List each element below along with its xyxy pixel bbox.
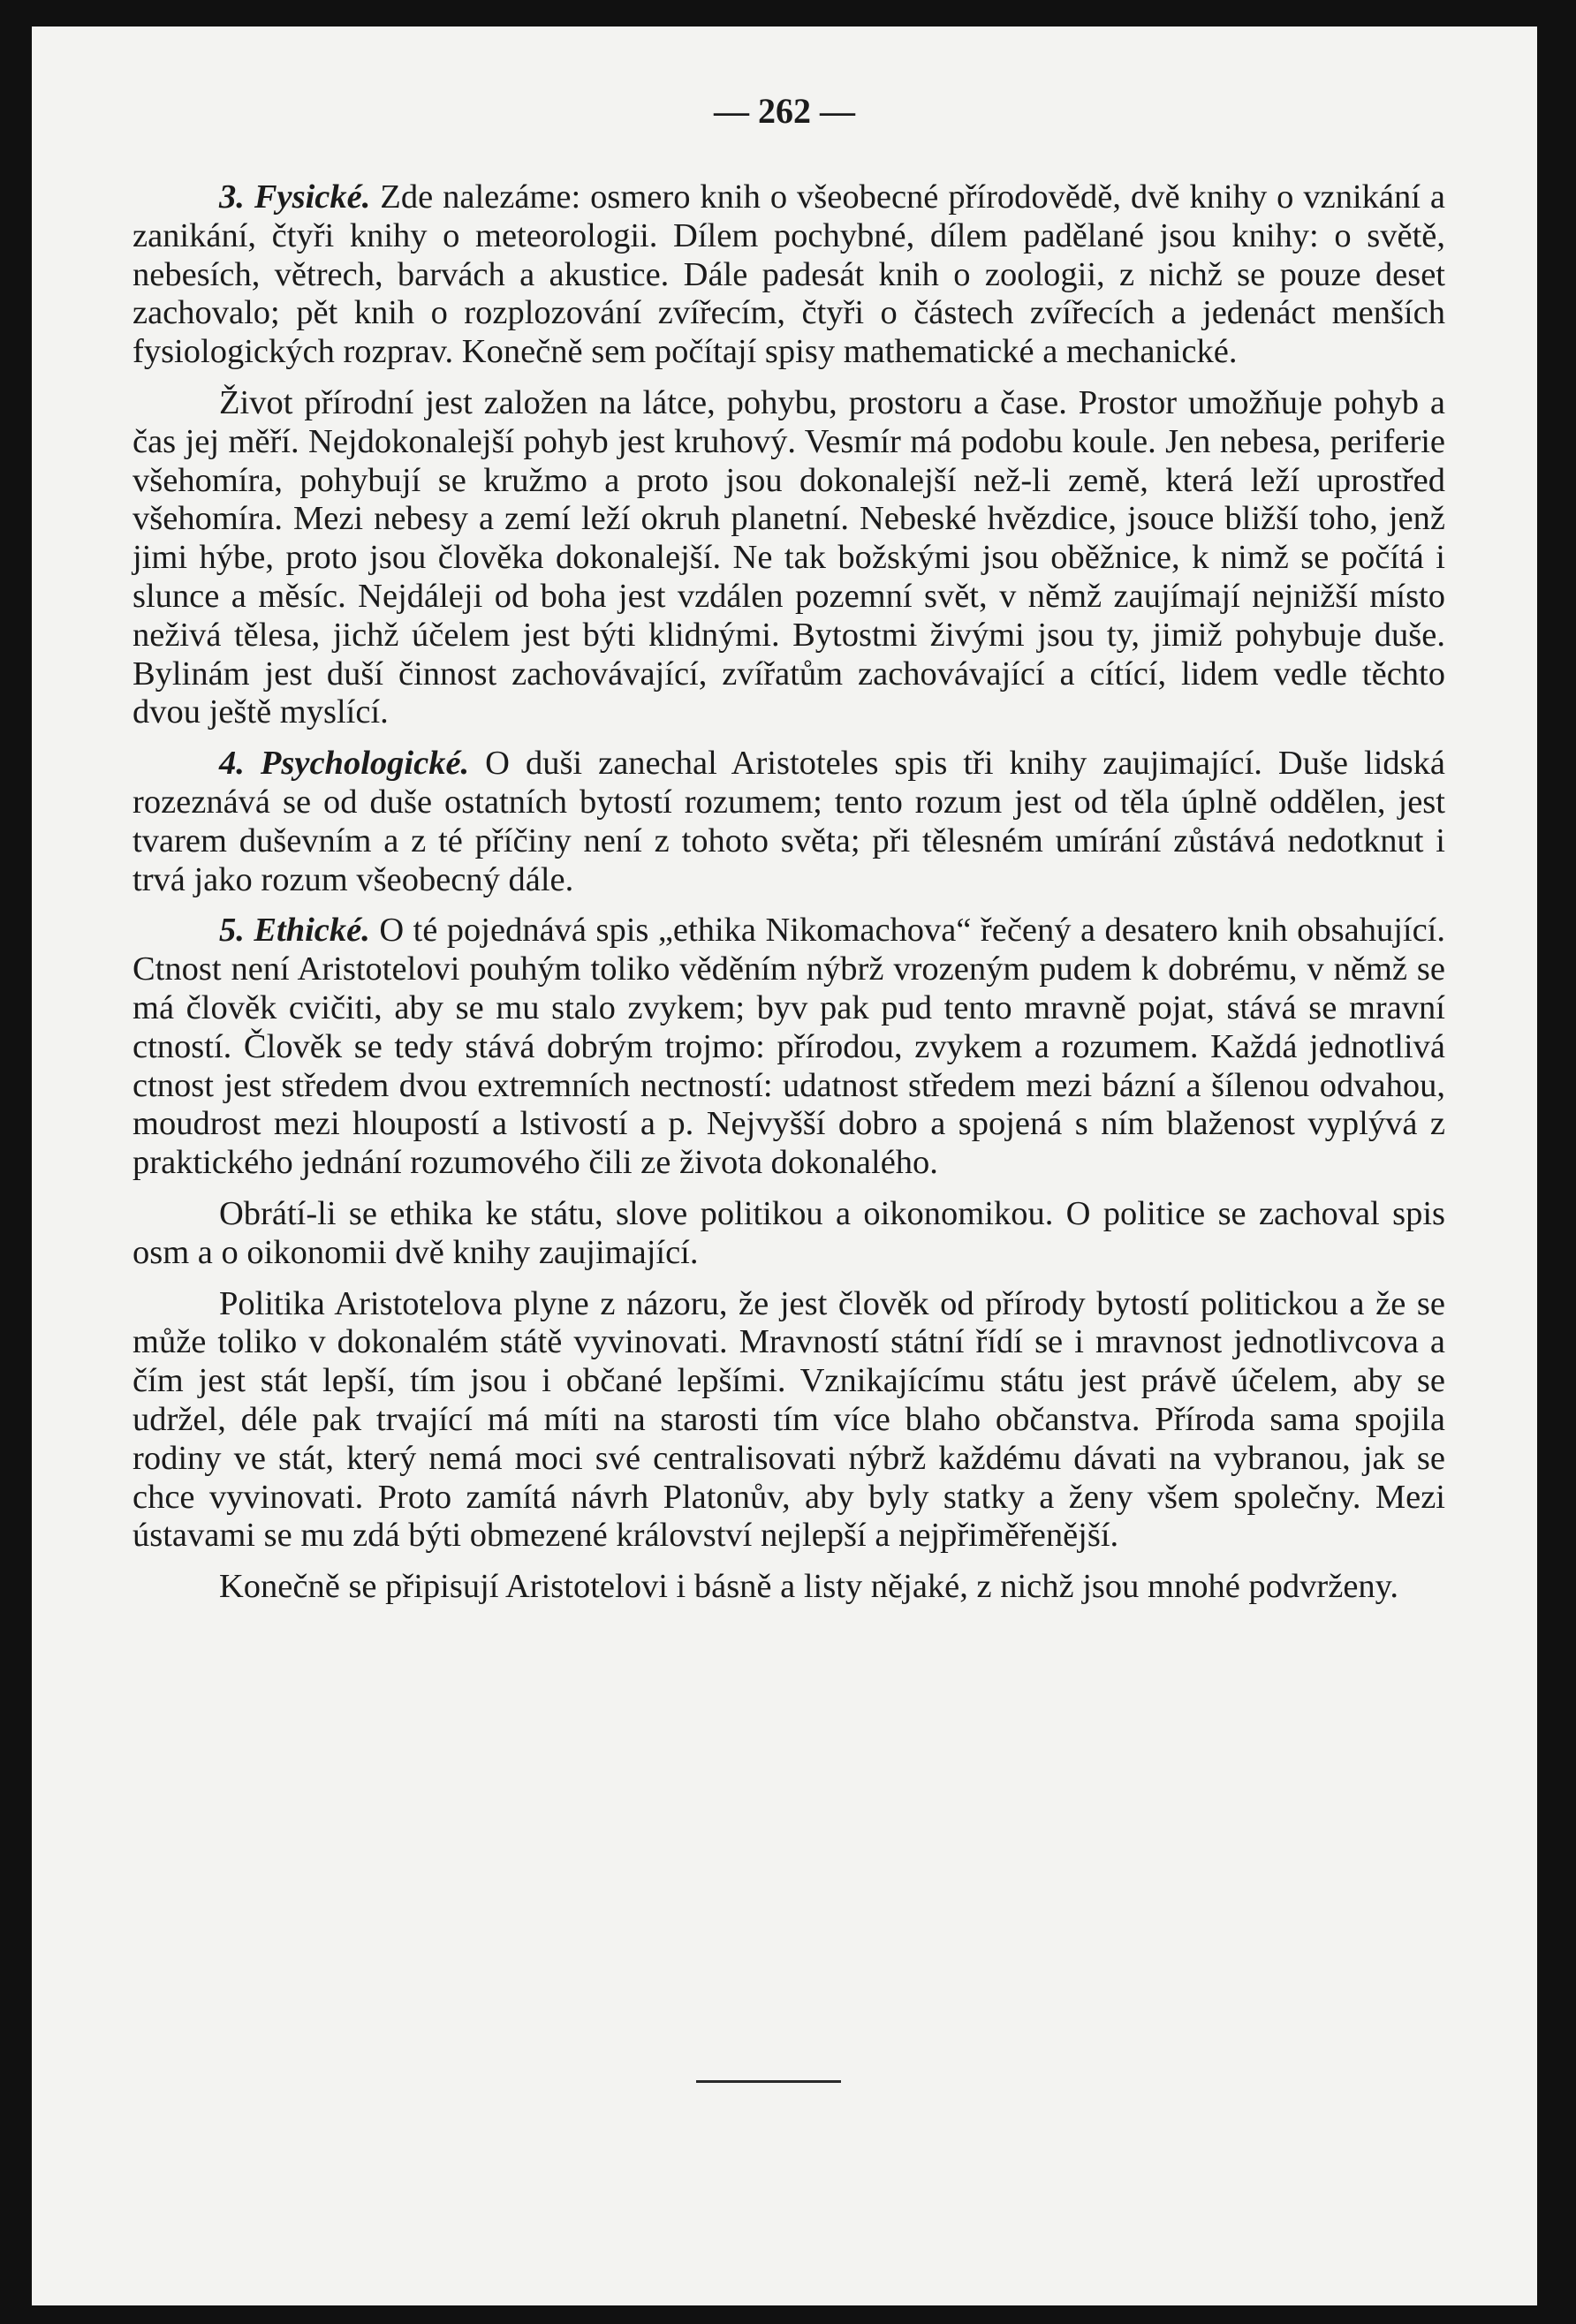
paragraph-text: Zde nalezáme: osmero knih o všeobecné přírodovědě, dvě knihy o vznikání a zanikání, čtyři knihy o meteorologii. Dílem pochybné, dílem padělané jsou knihy: o světě, nebesích, větrech, barvách a akustice. Dále padesát knih o zoologii, z nichž se pouze deset zachovalo; pět knih o rozplozování zvířecím, čtyři o částech zvířecích a jedenáct menších fysiologických rozprav. Konečně sem počítají spisy mathematické a mechanické.: [133, 178, 1445, 371]
page-number: — 262 —: [714, 91, 855, 131]
section-label: 5. Ethické.: [219, 912, 370, 950]
paragraph-politika-oikonomika: [133, 1195, 1445, 1273]
paragraph-text: Obrátí-li se ethika ke státu, slove politikou a oikonomikou. O politice se zachoval spis osm a o oikonomii dvě knihy zaujimající.: [133, 1194, 1445, 1271]
paragraph-politika-aristotelova: [133, 1285, 1445, 1556]
paragraph-text: Konečně se připisují Aristotelovi i básně a listy nějaké, z nichž jsou mnohé podvrženy.: [219, 1568, 1399, 1606]
paragraph-text: Politika Aristotelova plyne z názoru, že jest člověk od přírody bytostí politickou a že se může toliko v dokonalém státě vyvinovati. Mravností státní řídí se i mravnost jednotlivcova a čím jest stát lepší, tím jsou i občané lepšími. Vznikajícímu státu jest právě účelem, aby se udržel, déle pak trvající má míti na starosti tím více blaho občanstva. Příroda sama spojila rodiny ve stát, který nemá moci své centralisovati nýbrž každému dávati na vybranou, jak se chce vyvinovati. Proto zamítá návrh Platonův, aby byly statky a ženy všem společny. Mezi ústavami se mu zdá býti obmezené království nejlepší a nejpřiměřenější.: [133, 1284, 1445, 1555]
paragraph-fysicke: [133, 178, 1445, 372]
section-label: 4. Psychologické.: [219, 745, 470, 783]
end-divider: [696, 2080, 841, 2083]
paragraph-psychologicke: [133, 745, 1445, 899]
section-label: 3. Fysické.: [219, 178, 371, 216]
paragraph-text: O duši zanechal Aristoteles spis tři knihy zaujimající. Duše lidská rozeznává se od duše ostatních bytostí rozumem; tento rozum jest od těla úplně oddělen, jest tvarem duševním a z té příčiny není z tohoto světa; při tělesném umírání zůstává nedotknut i trvá jako rozum všeobecný dále.: [133, 745, 1445, 898]
paragraph-text: O té pojednává spis „ethika Nikomachova“ řečený a desatero knih obsahující. Ctnost není Aristotelovi pouhým toliko věděním nýbrž vrozeným pudem k dobrému, v němž se má člověk cvičiti, aby se mu stalo zvykem; byv pak pud tento mravně pojat, stává se mravní ctností. Člověk se tedy stává dobrým trojmo: přírodou, zvykem a rozumem. Každá jednotlivá ctnost jest středem dvou extremních nectností: udatnost středem mezi bázní a šílenou odvahou, moudrost mezi hloupostí a lstivostí a p. Nejvyšší dobro a spojená s ním blaženost vyplývá z praktického jednání rozumového čili ze života dokonalého.: [133, 912, 1445, 1182]
paragraph-text: Život přírodní jest založen na látce, pohybu, prostoru a čase. Prostor umožňuje pohyb a čas jej měří. Nejdokonalejší pohyb jest kruhový. Vesmír má podobu koule. Jen nebesa, periferie všehomíra, pohybují se kružmo a proto jsou dokonalejší než-li země, která leží uprostřed všehomíra. Mezi nebesy a zemí leží okruh planetní. Nebeské hvězdice, jsouce bližší toho, jenž jimi hýbe, proto jsou člověka dokonalejší. Ne tak božskými jsou oběžnice, k nimž se počítá i slunce a měsíc. Nejdáleji od boha jest vzdálen pozemní svět, v němž zaujímají nejnižší místo neživá tělesa, jichž účelem jest býti klidnými. Bytostmi živými jsou ty, jimiž pohybuje duše. Bylinám jest duší činnost zachovávající, zvířatům zachovávající a cítící, lidem vedle těchto dvou ještě myslící.: [133, 383, 1445, 731]
body-text: [133, 178, 1445, 1619]
book-page: [32, 26, 1537, 2305]
paragraph-zivot-prirodni: [133, 384, 1445, 732]
paragraph-ethicke: [133, 912, 1445, 1183]
paragraph-basne-listy: [133, 1568, 1445, 1607]
